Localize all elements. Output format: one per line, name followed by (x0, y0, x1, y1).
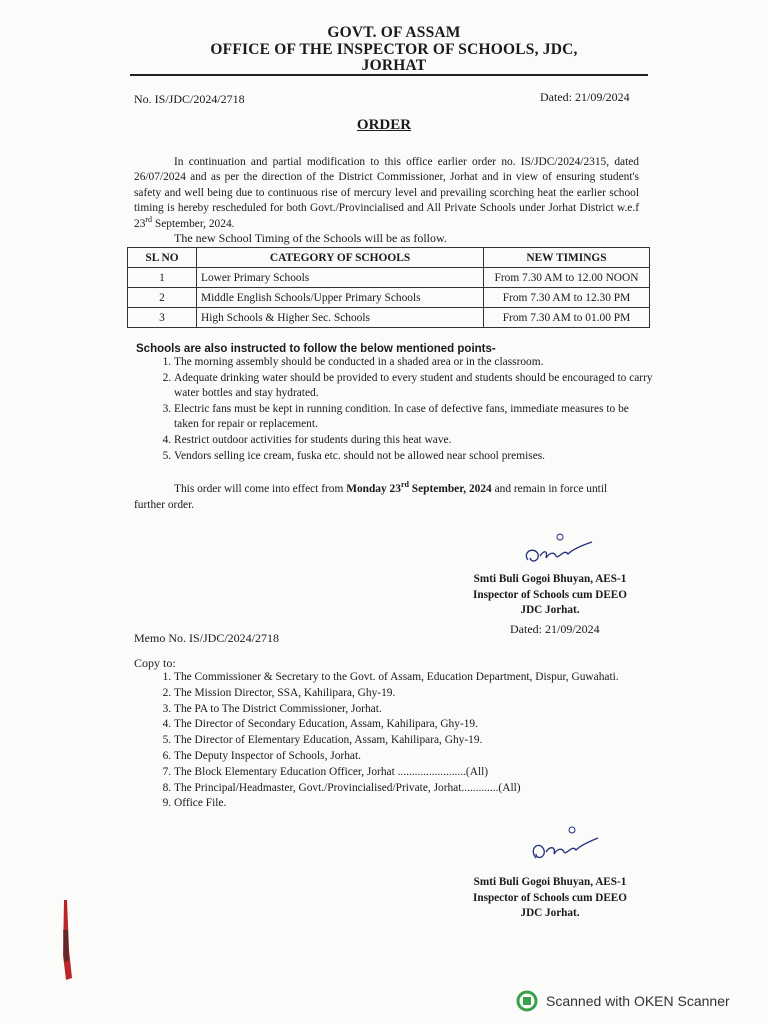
table-header: CATEGORY OF SCHOOLS (197, 248, 484, 268)
list-item: 5. Vendors selling ice cream, fuska etc. should not be allowed near school premises. (174, 449, 654, 465)
closing-date-end: September, 2024 (408, 483, 492, 495)
closing-date: Monday 23 (346, 483, 401, 495)
order-date: Dated: 21/09/2024 (540, 90, 630, 104)
table-cell: High Schools & Higher Sec. Schools (197, 308, 484, 328)
header-city: JORHAT (361, 57, 427, 74)
paragraph-sup: rd (145, 214, 153, 224)
closing-bold (346, 480, 492, 495)
table-intro: The new School Timing of the Schools will be as follow. (174, 231, 447, 245)
header-divider (130, 74, 648, 76)
closing-paragraph (134, 481, 639, 513)
list-item: 5. The Director of Elementary Education, Assam, Kahilipara, Ghy-19. (174, 733, 694, 749)
paragraph-text-end: September, 2024. (152, 217, 235, 230)
signatory-designation: Inspector of Schools cum DEEO (473, 588, 627, 601)
scanner-watermark (516, 990, 730, 1012)
order-title-text: ORDER (356, 117, 412, 133)
paragraph-text: In continuation and partial modification to this office earlier order no. IS/JDC/2024/2315, dated 26/07/2024 and as per the direction of the District Commissioner, Jorhat and in view of ensuring student's safety and well being due to continuous rise of mercury level and prevailing scorching heat the earlier school timing is hereby rescheduled for both Govt./Provincialised and All Private Schools under Jorhat District w.e.f 23 (134, 156, 639, 230)
signatory-name: Smti Buli Gogoi Bhuyan, AES-1 (473, 876, 627, 888)
table-cell: 3 (128, 308, 197, 328)
signatory-name: Smti Buli Gogoi Bhuyan, AES-1 (473, 573, 627, 585)
closing-text-end: and remain in force until further order. (134, 483, 608, 511)
list-item: 3. The PA to The District Commissioner, Jorhat. (174, 702, 694, 718)
list-item: 4. The Director of Secondary Education, Assam, Kahilipara, Ghy-19. (174, 717, 694, 733)
copy-to-label: Copy to: (134, 656, 176, 670)
order-title (0, 117, 768, 134)
list-item: 8. The Principal/Headmaster, Govt./Provincialised/Private, Jorhat.............(All) (174, 781, 694, 797)
table-row (128, 268, 650, 288)
header-govt: GOVT. OF ASSAM (327, 24, 461, 41)
order-number: No. IS/JDC/2024/2718 (134, 92, 245, 106)
signature-image (520, 530, 600, 572)
table-cell: Lower Primary Schools (197, 268, 484, 288)
list-item: 2. Adequate drinking water should be provided to every student and students should be encouraged to carry water bottles and stay hydrated. (174, 371, 654, 402)
table-cell: Middle English Schools/Upper Primary Schools (197, 288, 484, 308)
signature-image (526, 822, 606, 870)
signatory-designation: Inspector of Schools cum DEEO (473, 891, 627, 904)
table-cell: 2 (128, 288, 197, 308)
list-item: 6. The Deputy Inspector of Schools, Jorhat. (174, 749, 694, 765)
table-cell: From 7.30 AM to 12.30 PM (484, 288, 650, 308)
page-edge-mark (60, 900, 74, 980)
copy-recipient-list (152, 670, 694, 812)
closing-sup: rd (400, 480, 409, 490)
list-item: 7. The Block Elementary Education Officer, Jorhat ........................(All) (174, 765, 694, 781)
list-item: 2. The Mission Director, SSA, Kahilipara, Ghy-19. (174, 686, 694, 702)
table-cell: From 7.30 AM to 12.00 NOON (484, 268, 650, 288)
memo-number: Memo No. IS/JDC/2024/2718 (134, 631, 280, 645)
memo-date: Dated: 21/09/2024 (510, 622, 600, 636)
school-timing-table (127, 247, 650, 328)
table-row (128, 308, 650, 328)
table-header-row (128, 248, 650, 268)
scanner-logo-icon (516, 990, 538, 1012)
table-row (128, 288, 650, 308)
list-item: 4. Restrict outdoor activities for students during this heat wave. (174, 433, 654, 449)
scanner-text: Scanned with OKEN Scanner (546, 993, 730, 1009)
points-list (152, 355, 654, 464)
signature-block (450, 875, 650, 922)
header-office: OFFICE OF THE INSPECTOR OF SCHOOLS, JDC, (210, 41, 578, 58)
table-header: NEW TIMINGS (484, 248, 650, 268)
table-cell: 1 (128, 268, 197, 288)
signature-block (450, 572, 650, 619)
points-heading: Schools are also instructed to follow the below mentioned points- (136, 343, 496, 355)
list-item: 1. The Commissioner & Secretary to the Govt. of Assam, Education Department, Dispur, Guwahati. (174, 670, 694, 686)
table-cell: From 7.30 AM to 01.00 PM (484, 308, 650, 328)
closing-text: This order will come into effect from (174, 483, 347, 495)
order-paragraph (134, 155, 639, 232)
list-item: 3. Electric fans must be kept in running condition. In case of defective fans, immediate measures to be taken for repair or replacement. (174, 402, 654, 433)
table-header: SL NO (128, 248, 197, 268)
signatory-office: JDC Jorhat. (520, 604, 580, 616)
list-item: 1. The morning assembly should be conducted in a shaded area or in the classroom. (174, 355, 654, 371)
signatory-office: JDC Jorhat. (520, 907, 580, 919)
list-item: 9. Office File. (174, 796, 694, 812)
